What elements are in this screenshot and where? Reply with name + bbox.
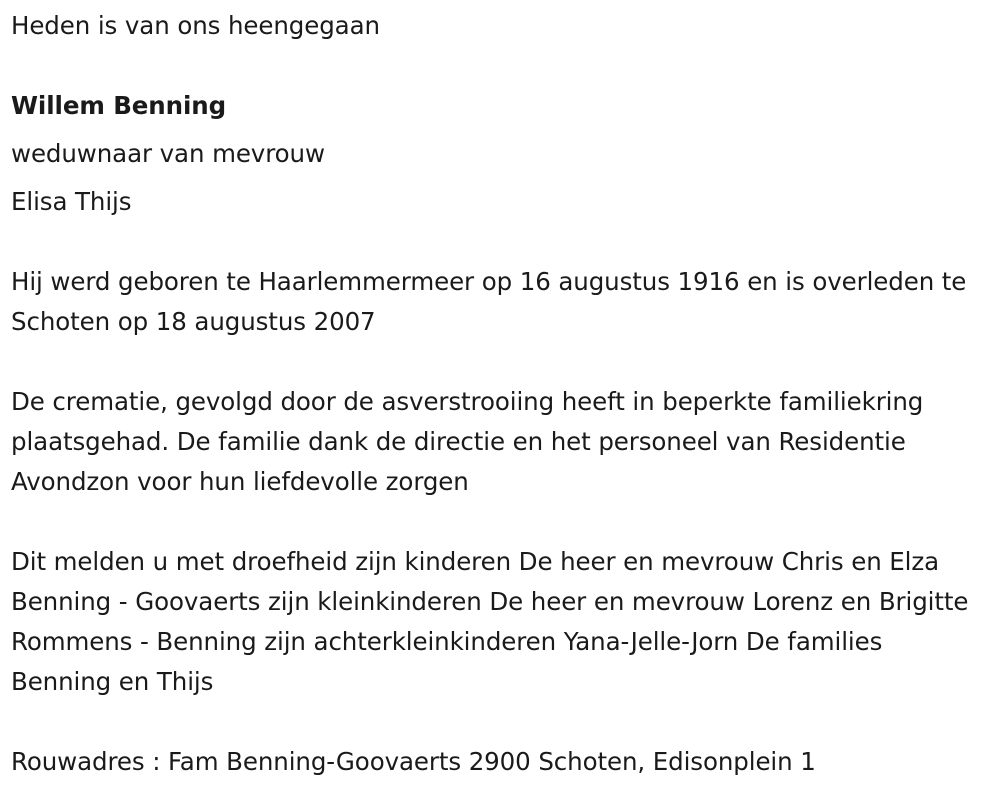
mourning-address: Rouwadres : Fam Benning-Goovaerts 2900 Schoten, Edisonplein 1 [11,747,816,776]
cremation-paragraph: De crematie, gevolgd door de asverstrooiing heeft in beperkte familiekring plaatsgehad. De familie dank de directie en het personeel van Residentie Avondzon voor hun liefdevolle zorgen [11,387,924,496]
widower-of-text: weduwnaar van mevrouw [11,139,325,168]
spouse-name: Elisa Thijs [11,187,132,216]
notice-heading: Heden is van ons heengegaan [11,11,380,40]
birth-death-paragraph: Hij werd geboren te Haarlemmermeer op 16 augustus 1916 en is overleden te Schoten op 18 augustus 2007 [11,267,967,336]
announcers-paragraph: Dit melden u met droefheid zijn kinderen De heer en mevrouw Chris en Elza Benning - Goovaerts zijn kleinkinderen De heer en mevrouw Lorenz en Brigitte Rommens - Benning zijn achterkleinkinderen Yana-Jelle-Jorn De families Benning en Thijs [11,547,969,696]
deceased-name: Willem Benning [11,91,227,120]
